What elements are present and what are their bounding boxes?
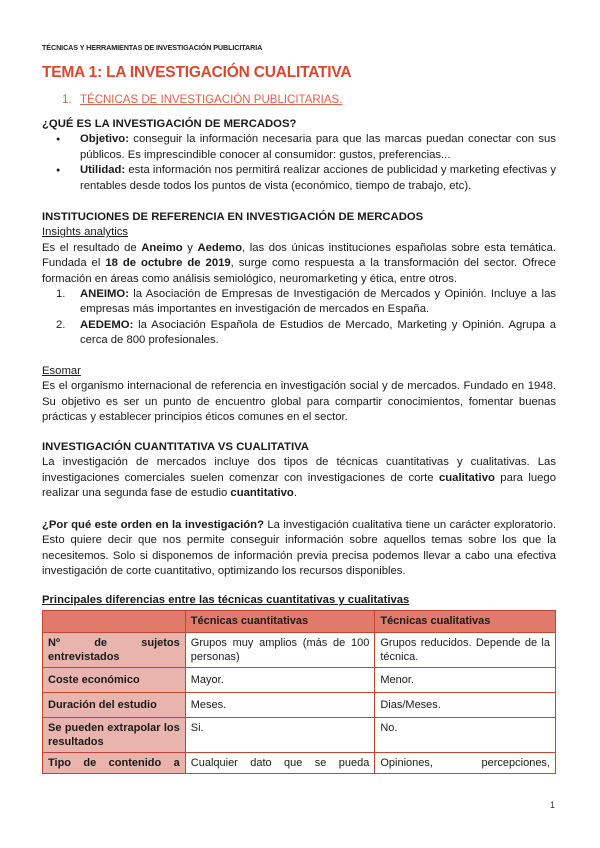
item-number: 2. xyxy=(56,318,66,331)
bullet-list xyxy=(42,132,556,194)
item-text: esta información nos permitirá realizar acciones de publicidad y marketing efectivas y rentables desde todos los puntos de vista (económico, tiempo de trabajo, etc). xyxy=(80,164,556,192)
term: AEDEMO: xyxy=(80,318,134,331)
term: ANEIMO: xyxy=(80,288,129,301)
section-heading: INSTITUCIONES DE REFERENCIA EN INVESTIGACIÓN DE MERCADOS xyxy=(42,211,424,223)
paragraph: Es el organismo internacional de referencia en investigación social y de mercados. Fundado en 1948. Su objetivo es ser un punto de encuentro global para compartir conocimientos, fomentar buenas prácticas y establecer principios éticos comunes en el sector. xyxy=(42,380,556,424)
paragraph xyxy=(42,518,556,580)
table-cell: Cualquier dato que se pueda xyxy=(185,753,375,774)
bold-text: cualitativo xyxy=(439,471,495,484)
bold-text: 18 de octubre de 2019 xyxy=(105,257,231,270)
subsection-label: Insights analytics xyxy=(42,226,129,239)
list-item xyxy=(56,287,556,318)
list-item xyxy=(56,318,556,349)
table-row xyxy=(43,693,556,718)
section-heading: INVESTIGACIÓN CUANTITATIVA VS CUALITATIVA xyxy=(42,441,309,453)
item-text: conseguir la información necesaria para que las marcas puedan conectar con sus públicos. Es imprescindible conocer al consumidor: gustos, preferencias... xyxy=(80,133,556,161)
text: La investigación de mercados incluye dos tipos de técnicas cuantitativas y cualitativas. Las investigaciones comerciales suelen comenzar con investigaciones de corte xyxy=(42,456,556,484)
row-header: Coste económico xyxy=(43,668,186,693)
running-head: TÉCNICAS Y HERRAMIENTAS DE INVESTIGACIÓN PUBLICITARIA xyxy=(42,43,263,52)
table-cell: Si. xyxy=(185,718,375,753)
text: La investigación cualitativa tiene un carácter exploratorio. Esto quiere decir que nos permite conseguir información sobre aquellos temas sobre los que la necesitemos. Solo si disponemos de información previa precisa podemos llevar a cabo una efectiva investigación de corte cuantitativo, optimizando los recursos disponibles. xyxy=(42,519,556,578)
text: . xyxy=(293,487,297,500)
list-item xyxy=(80,132,556,163)
text: Es el resultado de xyxy=(42,241,142,254)
table-cell: No. xyxy=(375,718,556,753)
row-header: Se pueden extrapolar los resultados xyxy=(43,718,186,753)
term: Utilidad: xyxy=(80,164,126,177)
table-row xyxy=(43,633,556,668)
row-header: Tipo de contenido a xyxy=(43,753,186,774)
item-text: la Asociación Española de Estudios de Mercado, Marketing y Opinión. Agrupa a cerca de 800 profesionales. xyxy=(80,318,556,347)
bold-text: Aneimo xyxy=(141,241,183,254)
esomar-section xyxy=(42,364,556,426)
table-row xyxy=(43,753,556,774)
cuanti-vs-cuali-section xyxy=(42,440,556,502)
page-number: 1 xyxy=(550,800,556,810)
item-text: la Asociación de Empresas de Investigación de Mercados y Opinión. Incluye a las empresas más importantes en investigación de mercados en España. xyxy=(80,288,556,316)
bold-text: Aedemo xyxy=(197,241,243,254)
table-cell: Opiniones, percepciones, xyxy=(375,753,556,774)
row-header: Duración del estudio xyxy=(43,693,186,718)
term: Objetivo: xyxy=(80,133,129,146)
paragraph xyxy=(42,455,556,501)
section-heading xyxy=(62,94,342,106)
section-heading: ¿QUÉ ES LA INVESTIGACIÓN DE MERCADOS? xyxy=(42,118,297,130)
table-cell: Meses. xyxy=(185,693,375,718)
table-cell: Grupos reducidos. Depende de la técnica. xyxy=(375,633,556,668)
page-title: TEMA 1: LA INVESTIGACIÓN CUALITATIVA xyxy=(42,64,352,81)
text: para luego realizar una segunda fase de estudio xyxy=(42,471,556,500)
table-cell: Mayor. xyxy=(185,668,375,693)
list-item xyxy=(80,163,556,194)
table-caption: Principales diferencias entre las técnicas cuantitativas y cualitativas xyxy=(42,594,410,606)
column-header xyxy=(43,611,186,633)
table-cell: Grupos muy amplios (más de 100 personas) xyxy=(185,633,375,668)
bold-text: cuantitativo xyxy=(230,487,294,500)
text: y xyxy=(182,241,198,254)
que-es-section xyxy=(42,117,556,194)
subsection-label: Esomar xyxy=(42,365,81,377)
table-cell: Menor. xyxy=(375,668,556,693)
table-header-row xyxy=(43,611,556,633)
numbered-list xyxy=(42,287,556,349)
text: , las dos únicas instituciones españolas sobre esta temática. Fundada el xyxy=(42,241,556,270)
text: , surge como respuesta a la transformación del sector. Ofrece formación en áreas como análisis semiológico, neuromarketing y ética, entre otros. xyxy=(42,257,557,285)
section-label: TÉCNICAS DE INVESTIGACIÓN PUBLICITARIAS. xyxy=(80,94,343,106)
column-header: Técnicas cualitativas xyxy=(375,611,556,633)
table-row xyxy=(43,668,556,693)
why-order-section xyxy=(42,518,556,580)
table-cell: Dias/Meses. xyxy=(375,693,556,718)
paragraph xyxy=(42,241,556,287)
item-number: 1. xyxy=(56,288,66,301)
row-header: Nº de sujetos entrevistados xyxy=(43,633,186,668)
section-number: 1. xyxy=(62,94,72,106)
column-header: Técnicas cuantitativas xyxy=(185,611,375,633)
comparison-table xyxy=(42,610,556,774)
bold-question: ¿Por qué este orden en la investigación? xyxy=(42,519,264,531)
table-row xyxy=(43,718,556,753)
instituciones-section xyxy=(42,210,556,349)
